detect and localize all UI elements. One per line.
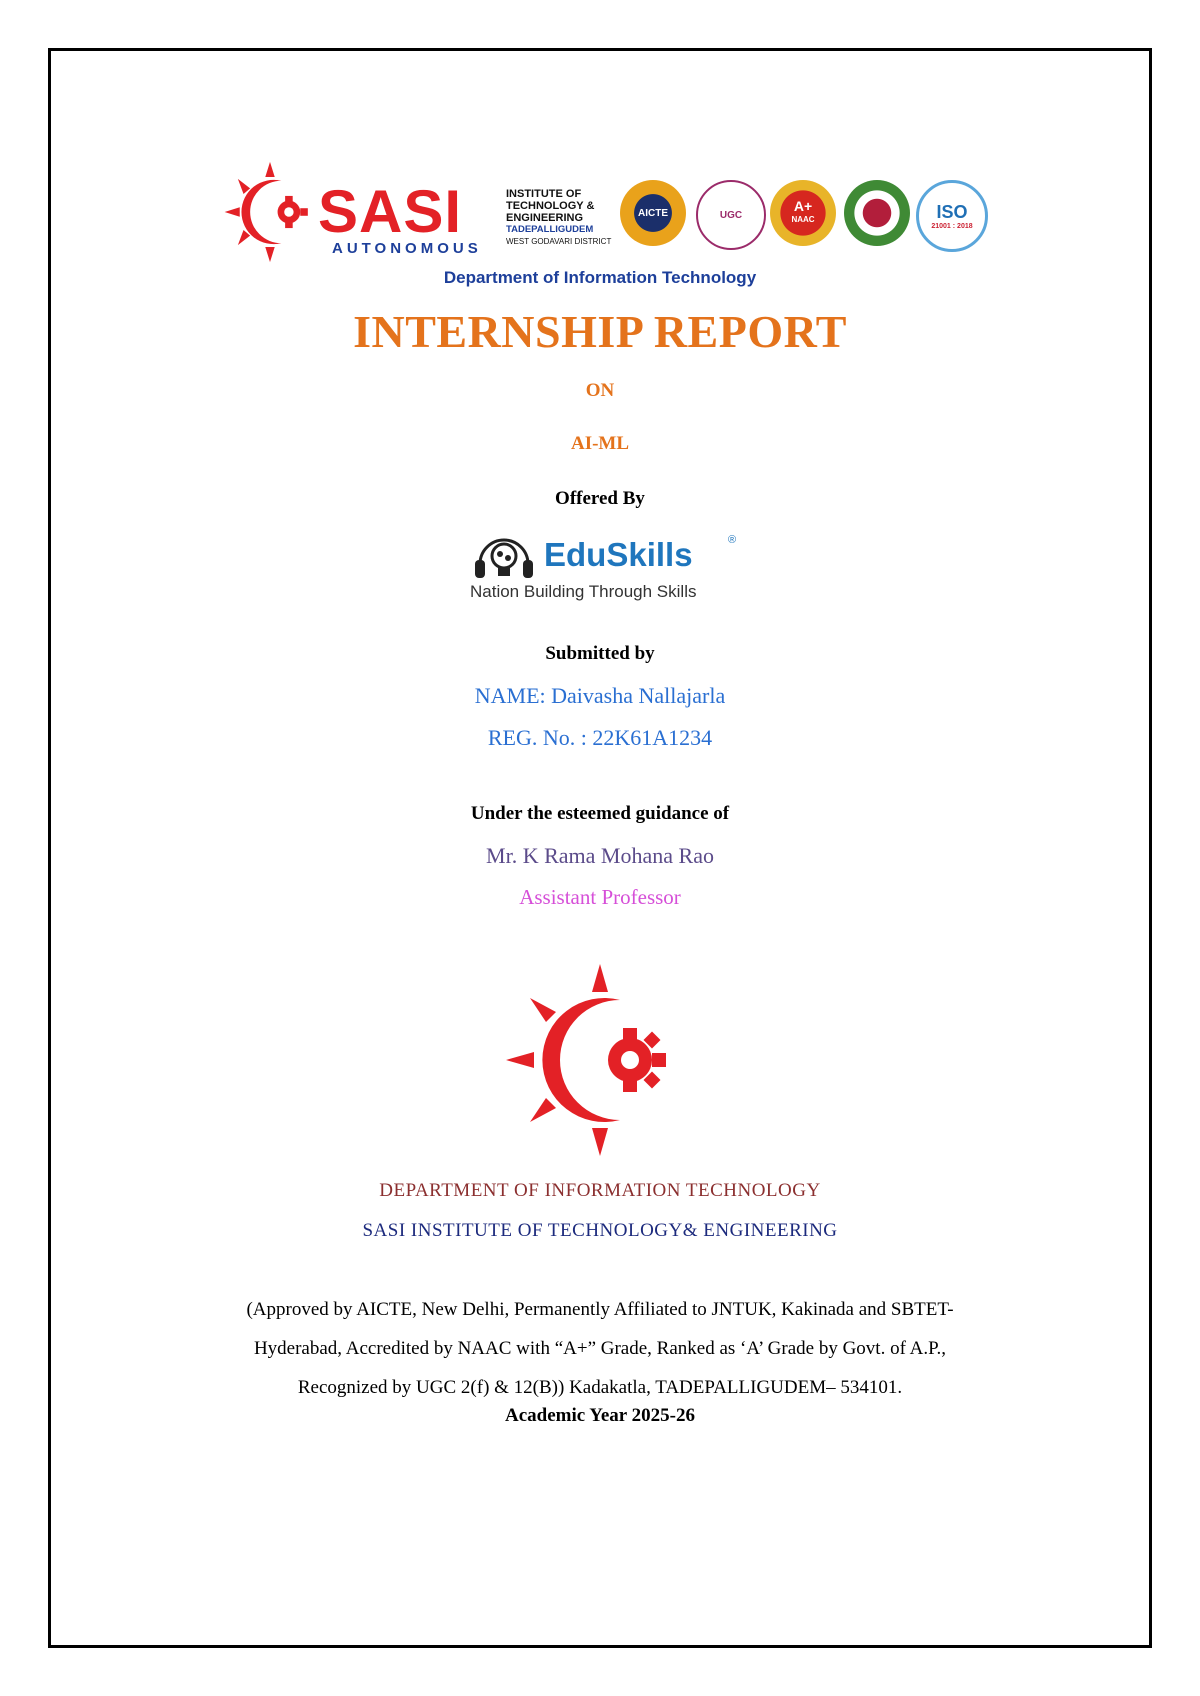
guide-role: Assistant Professor: [519, 885, 681, 909]
eduskills-tagline: Nation Building Through Skills: [470, 582, 697, 601]
iso-number: 21001 : 2018: [931, 223, 973, 230]
institute-place: TADEPALLIGUDEM: [506, 224, 594, 235]
report-title: INTERNSHIP REPORT: [353, 306, 847, 357]
sasi-logo-word: SASI: [318, 178, 463, 245]
approval-line: (Approved by AICTE, New Delhi, Permanently Affiliated to JNTUK, Kakinada and SBTET-: [246, 1299, 954, 1320]
naac-badge-icon: [770, 180, 836, 246]
academic-year: Academic Year 2025-26: [505, 1405, 695, 1426]
guide-name: Mr. K Rama Mohana Rao: [486, 843, 714, 868]
sasi-large-emblem-icon: [500, 960, 700, 1160]
header-logo-strip: [222, 160, 982, 270]
approval-line: Hyderabad, Accredited by NAAC with “A+” Grade, Ranked as ‘A’ Grade by Govt. of A.P.,: [253, 1338, 947, 1359]
footer-institute: SASI INSTITUTE OF TECHNOLOGY& ENGINEERING: [362, 1220, 838, 1241]
approval-statement: [0, 1290, 1200, 1407]
sasi-emblem-icon: [222, 160, 318, 264]
institute-line: ENGINEERING: [506, 212, 584, 224]
institute-line: TECHNOLOGY &: [506, 200, 595, 212]
headphone-bulb-icon: [470, 530, 538, 582]
naac-grade: A+: [793, 198, 813, 214]
student-name: NAME: Daivasha Nallajarla: [474, 683, 726, 708]
institute-district: WEST GODAVARI DISTRICT: [506, 237, 612, 246]
report-on-label: ON: [585, 380, 615, 401]
approval-line: Recognized by UGC 2(f) & 12(B)) Kadakatla, TADEPALLIGUDEM– 534101.: [297, 1377, 903, 1398]
naac-label: NAAC: [791, 215, 815, 224]
submitted-by-label: Submitted by: [545, 643, 655, 664]
iso-label: ISO: [936, 202, 968, 222]
report-topic: AI-ML: [570, 433, 630, 454]
autonomous-label: AUTONOMOUS: [332, 240, 482, 257]
footer-department: DEPARTMENT OF INFORMATION TECHNOLOGY: [379, 1180, 821, 1201]
eduskills-wordmark: EduSkills: [544, 536, 693, 573]
institute-name-block: [506, 188, 611, 248]
eduskills-logo: [470, 530, 750, 610]
aicte-badge-icon: AICTE: [620, 180, 686, 246]
department-subtitle: Department of Information Technology: [443, 268, 757, 287]
ugc-badge-icon: UGC: [696, 180, 766, 250]
offered-by-label: Offered By: [555, 488, 645, 509]
registered-mark: ®: [728, 534, 737, 546]
govt-seal-icon: [844, 180, 910, 246]
iso-badge-icon: [916, 180, 988, 252]
registration-number: REG. No. : 22K61A1234: [487, 725, 713, 750]
institute-line: INSTITUTE OF: [506, 188, 582, 200]
guidance-label: Under the esteemed guidance of: [470, 803, 730, 824]
